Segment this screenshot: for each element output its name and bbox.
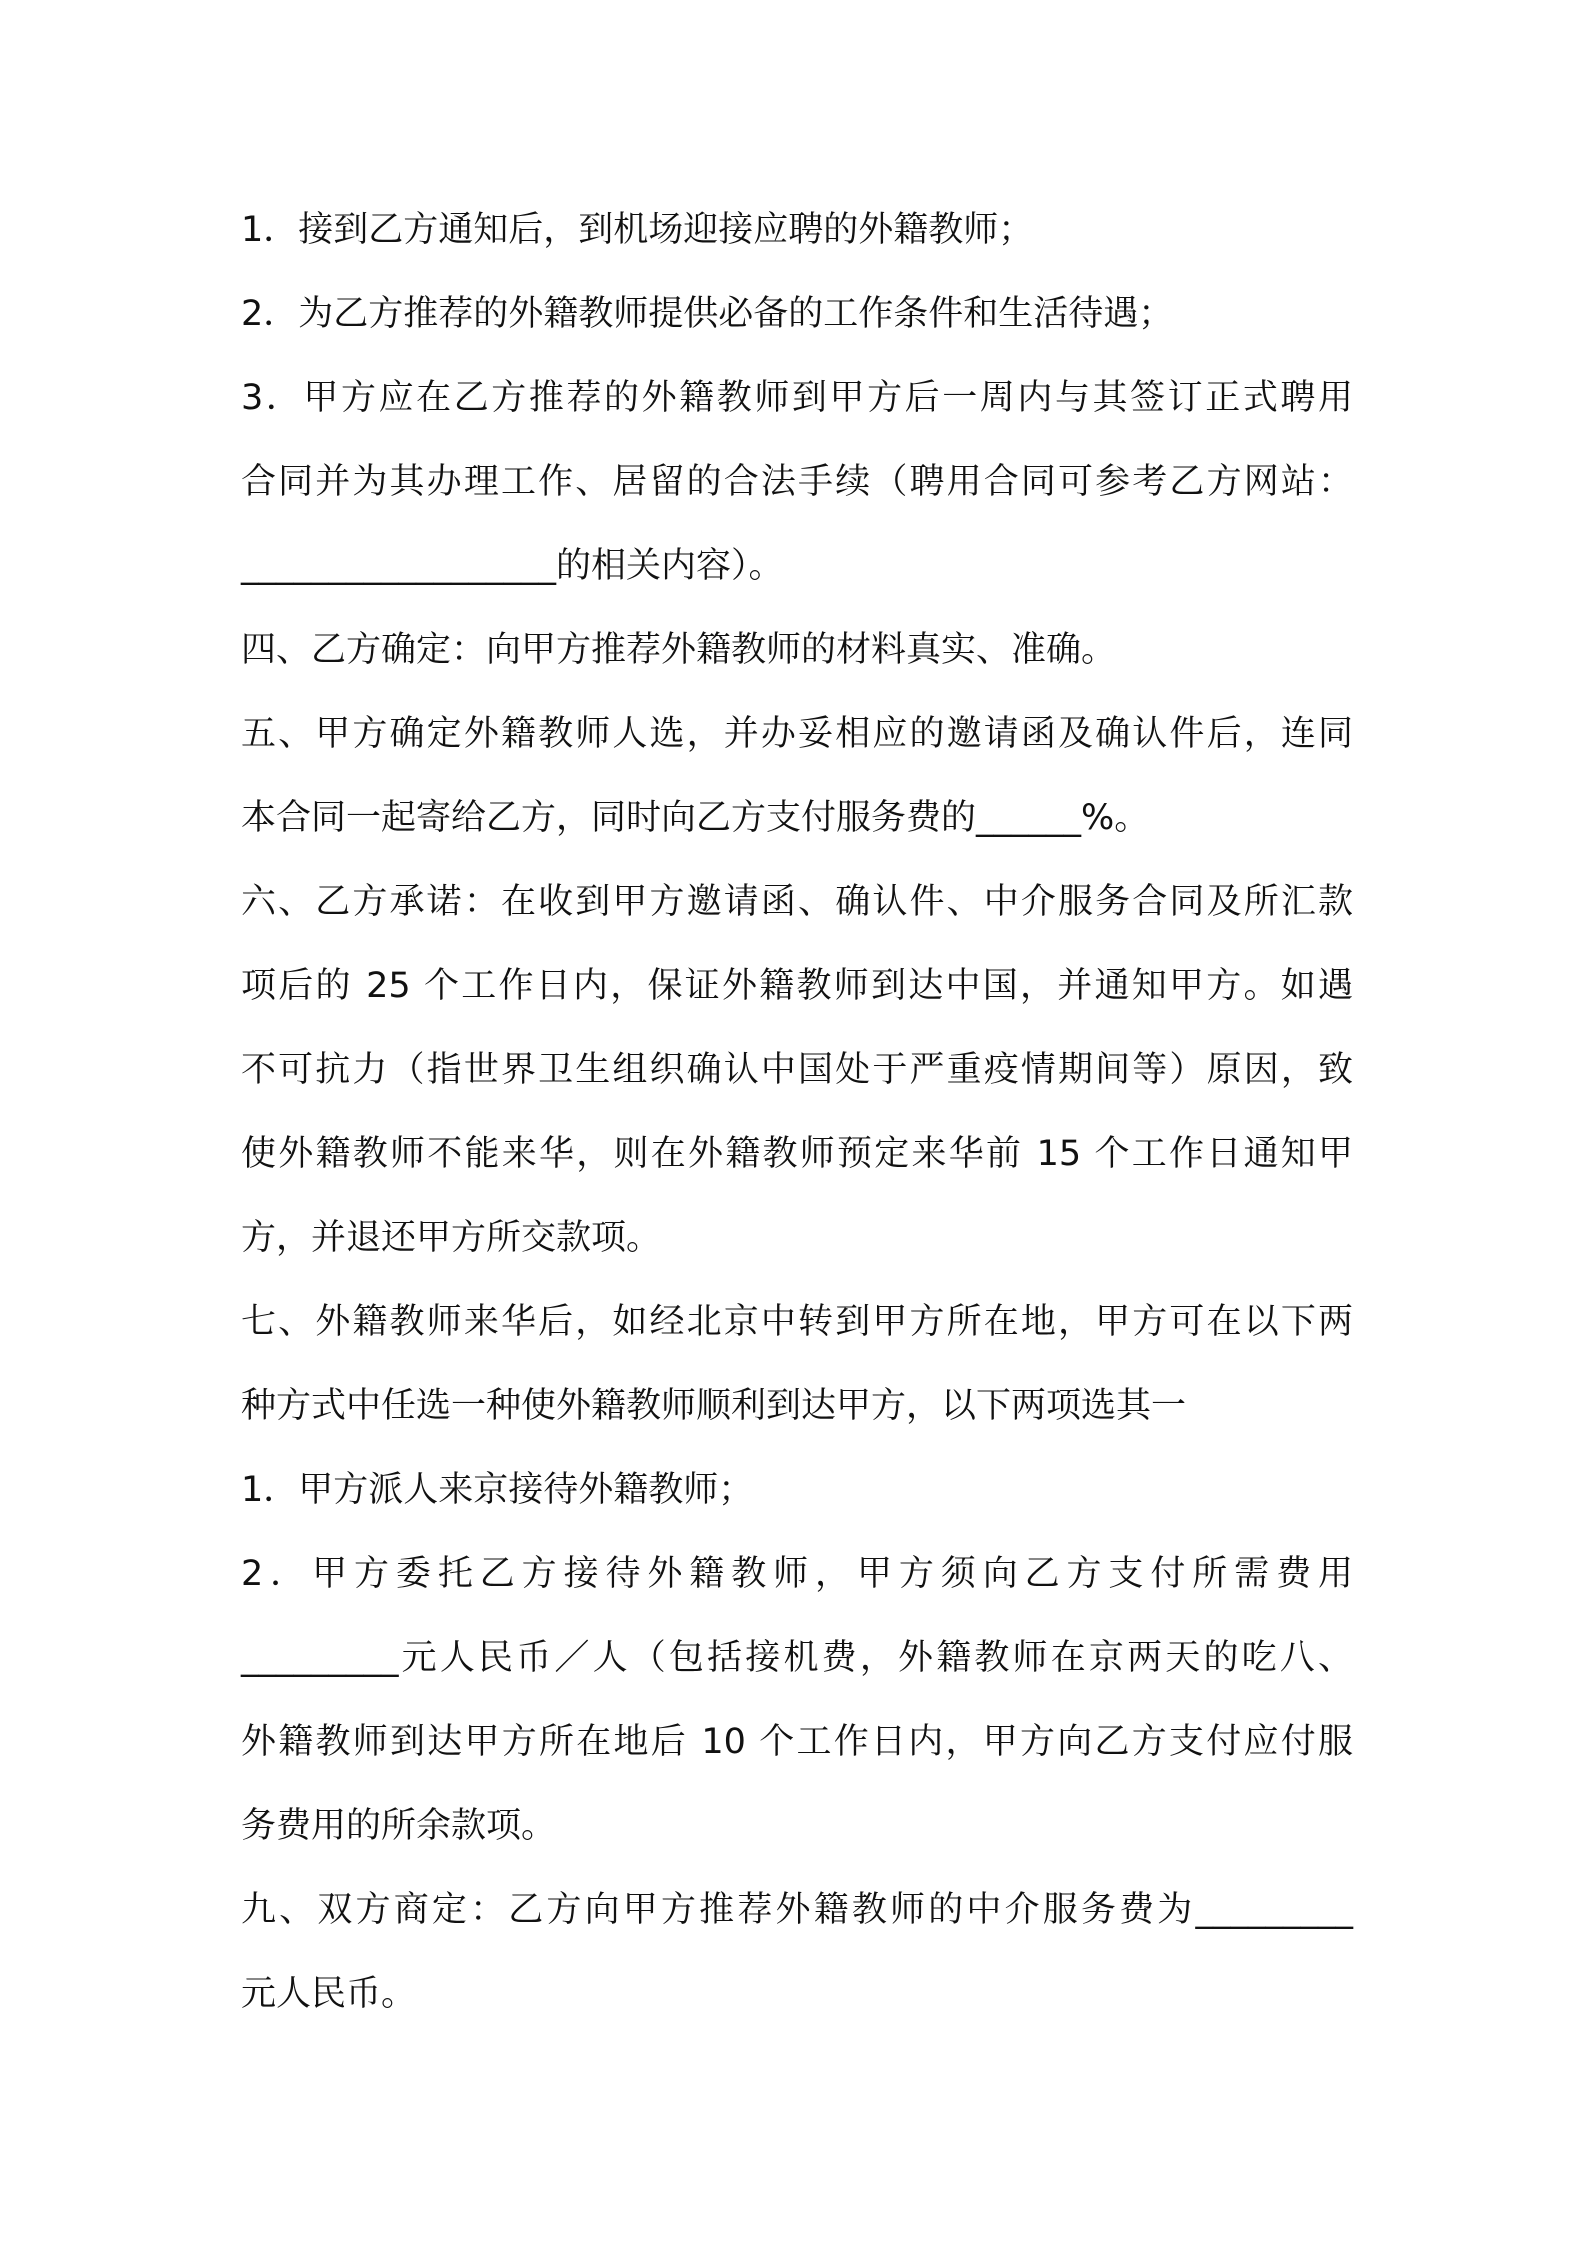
text-line: 七、外籍教师来华后，如经北京中转到甲方所在地，甲方可在以下两 — [241, 1302, 1353, 1342]
text-line: 2．为乙方推荐的外籍教师提供必备的工作条件和生活待遇； — [241, 294, 1174, 334]
text-line: __________________的相关内容）。 — [241, 546, 784, 586]
text-line: 九、双方商定：乙方向甲方推荐外籍教师的中介服务费为_________ — [241, 1890, 1353, 1930]
text-line: _________元人民币／人（包括接机费，外籍教师在京两天的吃八、 — [241, 1638, 1353, 1678]
text-line: 1．接到乙方通知后，到机场迎接应聘的外籍教师； — [241, 210, 1034, 250]
text-line: 务费用的所余款项。 — [241, 1806, 557, 1846]
text-line: 1．甲方派人来京接待外籍教师； — [241, 1470, 754, 1510]
text-line: 合同并为其办理工作、居留的合法手续（聘用合同可参考乙方网站： — [241, 462, 1353, 502]
text-line: 五、甲方确定外籍教师人选，并办妥相应的邀请函及确认件后，连同 — [241, 714, 1353, 754]
text-line: 元人民币。 — [241, 1974, 417, 2014]
text-line: 2．甲方委托乙方接待外籍教师，甲方须向乙方支付所需费用 — [241, 1554, 1353, 1594]
text-line: 使外籍教师不能来华，则在外籍教师预定来华前 15 个工作日通知甲 — [241, 1134, 1353, 1174]
text-line: 四、乙方确定：向甲方推荐外籍教师的材料真实、准确。 — [241, 630, 1117, 670]
text-line: 种方式中任选一种使外籍教师顺利到达甲方，以下两项选其一 — [241, 1386, 1187, 1426]
text-line: 外籍教师到达甲方所在地后 10 个工作日内，甲方向乙方支付应付服 — [241, 1722, 1353, 1762]
text-line: 不可抗力（指世界卫生组织确认中国处于严重疫情期间等）原因，致 — [241, 1050, 1353, 1090]
text-line: 项后的 25 个工作日内，保证外籍教师到达中国，并通知甲方。如遇 — [241, 966, 1353, 1006]
text-line: 六、乙方承诺：在收到甲方邀请函、确认件、中介服务合同及所汇款 — [241, 882, 1353, 922]
text-line: 方，并退还甲方所交款项。 — [241, 1218, 662, 1258]
text-line: 3．甲方应在乙方推荐的外籍教师到甲方后一周内与其签订正式聘用 — [241, 378, 1353, 418]
text-line: 本合同一起寄给乙方，同时向乙方支付服务费的______%。 — [241, 798, 1150, 838]
